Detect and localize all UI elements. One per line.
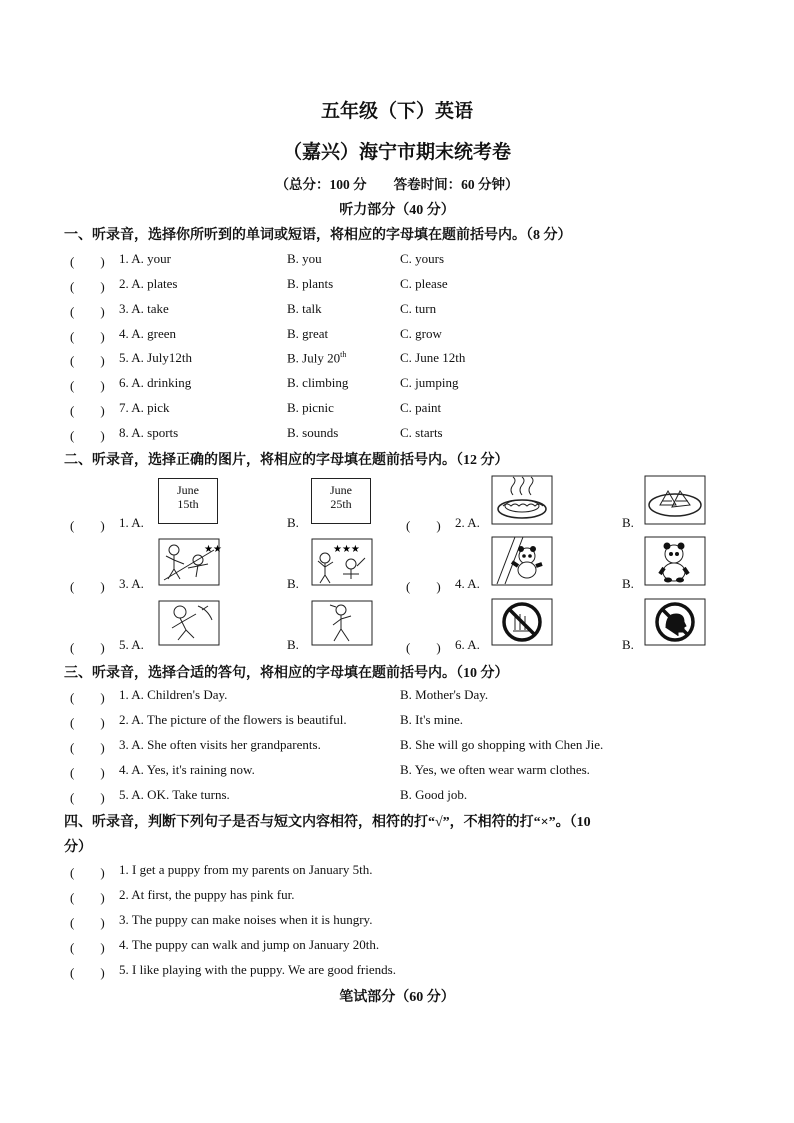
calendar-month: June: [177, 483, 199, 497]
calendar-day: 15th: [177, 497, 199, 511]
answer-paren[interactable]: ( ): [70, 715, 105, 730]
option-c: C. yours: [400, 251, 445, 266]
answer-paren[interactable]: ( ): [70, 690, 105, 705]
superscript: th: [340, 350, 347, 359]
option-b: B. picnic: [287, 400, 334, 415]
option-b: B. It's mine.: [400, 712, 464, 727]
option-c: C. June 12th: [400, 350, 466, 365]
page-title: 五年级（下）英语: [320, 101, 473, 122]
option-b: B. sounds: [287, 425, 339, 440]
option-b: B. Mother's Day.: [400, 687, 489, 702]
option-b-label: B.: [287, 515, 299, 530]
question-3-a: 3. A.: [119, 576, 144, 591]
statement: 3. The puppy can make noises when it is hungry.: [119, 912, 373, 927]
listening-heading: 听力部分（40 分）: [339, 203, 455, 218]
answer-paren[interactable]: ( ): [70, 304, 105, 319]
answer-paren[interactable]: ( ): [70, 640, 105, 655]
option-b: B. She will go shopping with Chen Jie.: [400, 737, 604, 752]
option-c: C. please: [400, 276, 448, 291]
writing-heading: 笔试部分（60 分）: [339, 990, 455, 1005]
answer-paren[interactable]: ( ): [70, 428, 105, 443]
option-b: B. climbing: [287, 375, 349, 390]
option-c: C. grow: [400, 326, 442, 341]
zongzi-plate-image: [644, 475, 706, 525]
question-5-a: 5. A.: [119, 637, 144, 652]
option-a: 4. A. Yes, it's raining now.: [119, 762, 255, 777]
kids-playing-image: [158, 538, 220, 586]
section-1-heading: 一、听录音，选择你所听到的单词或短语，将相应的字母填在题前括号内。（8 分）: [64, 228, 572, 243]
option-a: 4. A. green: [119, 326, 177, 341]
option-b-label: B.: [287, 637, 299, 652]
answer-paren[interactable]: ( ): [70, 403, 105, 418]
section-2-heading: 二、听录音，选择正确的图片，将相应的字母填在题前括号内。（12 分）: [64, 453, 509, 468]
hot-dish-image: [491, 475, 553, 525]
girl-running-image: [311, 600, 373, 646]
calendar-june-15-image: [158, 478, 218, 524]
option-b-label: B.: [622, 515, 634, 530]
option-b-text: B. July 20: [287, 350, 341, 366]
option-b: B. Yes, we often wear warm clothes.: [400, 762, 590, 777]
answer-paren[interactable]: ( ): [70, 518, 105, 533]
option-b: [287, 350, 346, 366]
question-6-a: 6. A.: [455, 637, 480, 652]
answer-paren[interactable]: ( ): [70, 579, 105, 594]
option-c: C. jumping: [400, 375, 459, 390]
answer-paren[interactable]: ( ): [70, 890, 105, 905]
option-a: 1. A. Children's Day.: [119, 687, 228, 702]
option-a: 5. A. OK. Take turns.: [119, 787, 230, 802]
option-b: B. talk: [287, 301, 322, 316]
answer-paren[interactable]: ( ): [70, 378, 105, 393]
answer-paren[interactable]: ( ): [70, 740, 105, 755]
statement: 5. I like playing with the puppy. We are good friends.: [119, 962, 396, 977]
option-b: B. plants: [287, 276, 334, 291]
option-b: B. you: [287, 251, 322, 266]
answer-paren[interactable]: ( ): [406, 640, 441, 655]
panda-climbing-image: [491, 536, 553, 586]
option-c: C. starts: [400, 425, 443, 440]
option-a: 2. A. The picture of the flowers is beautiful.: [119, 712, 347, 727]
answer-paren[interactable]: ( ): [70, 279, 105, 294]
option-a: 3. A. take: [119, 301, 169, 316]
answer-paren[interactable]: ( ): [70, 865, 105, 880]
section-4-heading: 四、听录音，判断下列句子是否与短文内容相符，相符的打“√”，不相符的打“×”。（10: [64, 815, 591, 830]
statement: 1. I get a puppy from my parents on January 5th.: [119, 862, 373, 877]
answer-paren[interactable]: ( ): [70, 965, 105, 980]
boy-picking-image: [158, 600, 220, 646]
statement: 4. The puppy can walk and jump on January 20th.: [119, 937, 380, 952]
answer-paren[interactable]: ( ): [406, 579, 441, 594]
calendar-june-25-image: [311, 478, 371, 524]
option-a: 1. A. your: [119, 251, 171, 266]
answer-paren[interactable]: ( ): [70, 790, 105, 805]
answer-paren[interactable]: ( ): [70, 915, 105, 930]
answer-paren[interactable]: ( ): [70, 353, 105, 368]
question-2-a: 2. A.: [455, 515, 480, 530]
answer-paren[interactable]: ( ): [406, 518, 441, 533]
option-a: 7. A. pick: [119, 400, 170, 415]
option-c: C. turn: [400, 301, 437, 316]
section-4-heading-cont: 分）: [64, 840, 92, 855]
option-b: B. Good job.: [400, 787, 468, 802]
panda-sitting-image: [644, 536, 706, 586]
svg-text:★★: ★★: [204, 544, 222, 555]
question-1-a: 1. A.: [119, 515, 144, 530]
option-c: C. paint: [400, 400, 442, 415]
section-3-heading: 三、听录音，选择合适的答句，将相应的字母填在题前括号内。（10 分）: [64, 666, 509, 681]
option-a: 2. A. plates: [119, 276, 178, 291]
question-4-a: 4. A.: [455, 576, 480, 591]
option-b-label: B.: [622, 637, 634, 652]
answer-paren[interactable]: ( ): [70, 329, 105, 344]
answer-paren[interactable]: ( ): [70, 765, 105, 780]
option-b-label: B.: [622, 576, 634, 591]
option-b: B. great: [287, 326, 329, 341]
kids-celebrating-image: [311, 538, 373, 586]
exam-meta: （总分：100 分 答卷时间：60 分钟）: [275, 177, 519, 192]
option-a: 6. A. drinking: [119, 375, 192, 390]
page-subtitle: （嘉兴）海宁市期末统考卷: [282, 142, 511, 163]
calendar-month: June: [330, 483, 352, 497]
answer-paren[interactable]: ( ): [70, 940, 105, 955]
answer-paren[interactable]: ( ): [70, 254, 105, 269]
option-b-label: B.: [287, 576, 299, 591]
calendar-day: 25th: [330, 497, 352, 511]
svg-text:★★★: ★★★: [333, 544, 360, 555]
option-a: 8. A. sports: [119, 425, 179, 440]
no-talking-sign-image: [644, 598, 706, 646]
option-a: 3. A. She often visits her grandparents.: [119, 737, 321, 752]
statement: 2. At first, the puppy has pink fur.: [119, 887, 295, 902]
option-a: 5. A. July12th: [119, 350, 192, 365]
no-fishing-sign-image: [491, 598, 553, 646]
